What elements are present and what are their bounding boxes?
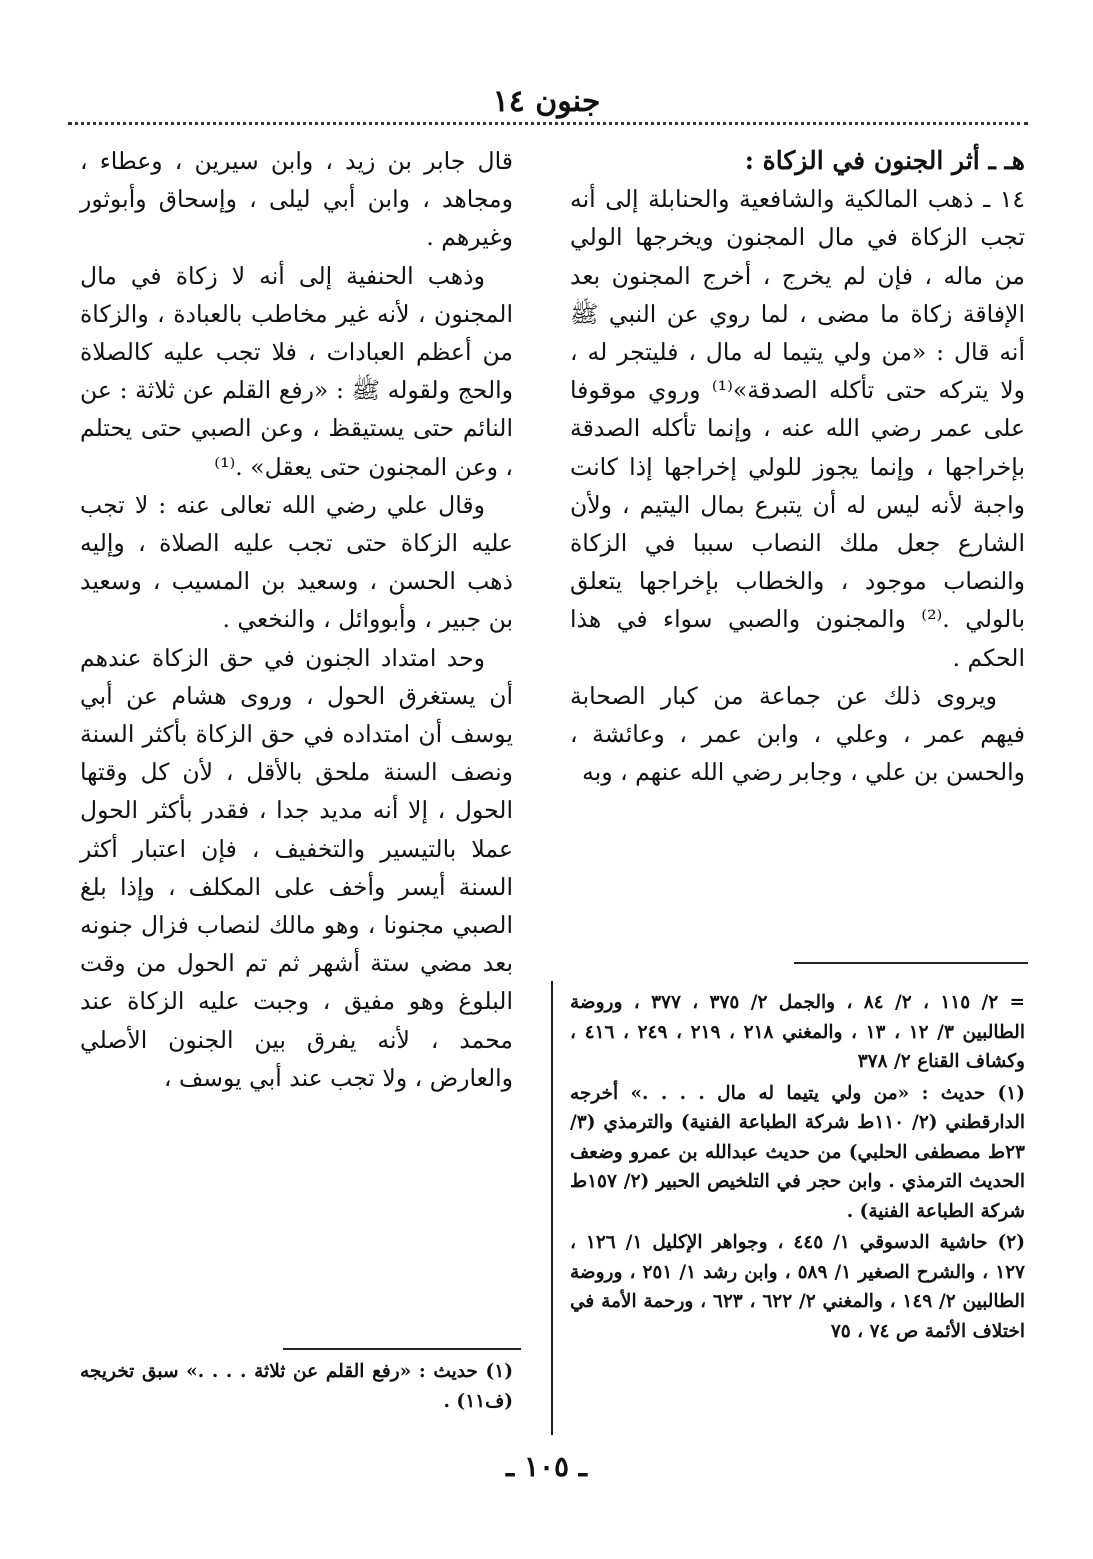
paragraph: ويروى ذلك عن جماعة من كبار الصحابة فيهم عمر ، وعلي ، وابن عمر ، وعائشة ، والحسن بن علي ، وجابر رضي الله عنهم ، وبه [570,681,1025,787]
footnote: = ٢/ ١١٥ ، ٢/ ٨٤ ، والجمل ٢/ ٣٧٥ ، ٣٧٧ ، وروضة الطالبين ٣/ ١٢ ، ١٣ ، والمغني ٢١٨ ، ٢١٩ ، ٢٤٩ ، ٤١٦ ، وكشاف القناع ٢/ ٣٧٨ [570,992,1026,1072]
footnote: (١) حديث : «من ولي يتيما له مال . . . .» أخرجه الدارقطني (٢/ ١١٠ط شركة الطباعة الفنية) والترمذي (٣/ ٢٣ط مصطفى الحلبي) من حديث عبدالله بن عمرو وضعف الحديث الترمذي . وابن حجر في التلخيص الحبير (٢/ ١٥٧ط شركة الطباعة الفنية) . [570,1082,1026,1222]
left-footnotes [80,1357,513,1418]
paragraph: قال جابر بن زيد ، وابن سيرين ، وعطاء ، ومجاهد ، وابن أبي ليلى ، وإسحاق وأبوثور وغيرهم . [80,147,513,252]
footnote: (٢) حاشية الدسوقي ١/ ٤٤٥ ، وجواهر الإكليل ١/ ١٢٦ ، ١٢٧ ، والشرح الصغير ١/ ٥٨٩ ، وابن رشد ١/ ٢٥١ ، وروضة الطالبين ٢/ ١٤٩ ، والمغني ٢/ ٦٢٢ ، ٦٢٣ ، ورحمة الأمة في اختلاف الأئمة ص ٧٤ ، ٧٥ [570,1232,1026,1342]
section-title: هـ ـ أثر الجنون في الزكاة : [744,146,1025,175]
page-number: ـ ١٠٥ ـ [505,1450,588,1483]
paragraph: وقال علي رضي الله تعالى عنه : لا تجب عليه الزكاة حتى تجب عليه الصلاة ، وإليه ذهب الحسن ، وسعيد بن المسيب ، وسعيد بن جبير ، وأبووائل ، والنخعي . [80,490,513,634]
running-header: جنون ١٤ [492,84,601,119]
paragraph: وحد امتداد الجنون في حق الزكاة عندهم أن يستغرق الحول ، وروى هشام عن أبي يوسف أن امتداده في حق الزكاة بأكثر السنة ونصف السنة ملحق بالأقل ، لأن كل وقتها الحول ، إلا أنه مديد جدا ، فقدر بأكثر الحول عملا بالتيسير والتخفيف ، فإن اعتبار أكثر السنة أيسر وأخف على المكلف ، وإذا بلغ الصبي مجنونا ، وهو مالك لنصاب فزال جنونه بعد مضي ستة أشهر ثم تم الحول من وقت البلوغ وهو مفيق ، وجبت عليه الزكاة عند محمد ، لأنه يفرق بين الجنون الأصلي والعارض ، ولا تجب عند أبي يوسف ، [80,643,513,1092]
right-footnotes [570,988,1025,1348]
footnote-separator [794,962,1028,964]
header-dotted-rule [68,122,1028,125]
paragraph: وذهب الحنفية إلى أنه لا زكاة في مال المجنون ، لأنه غير مخاطب بالعبادة ، والزكاة من أعظم العبادات ، فلا تجب عليه كالصلاة والحج ولقوله ﷺ : «رفع القلم عن ثلاثة : عن النائم حتى يستيقظ ، وعن الصبي حتى يحتلم ، وعن المجنون حتى يعقل» .⁽¹⁾ [80,261,513,481]
column-divider [551,981,553,1435]
right-column [570,142,1025,791]
footnote-separator [283,1348,521,1350]
paragraph: ١٤ ـ ذهب المالكية والشافعية والحنابلة إلى أنه تجب الزكاة في مال المجنون ويخرجها الولي من ماله ، فإن لم يخرج ، أخرج المجنون بعد الإفاقة زكاة ما مضى ، لما روي عن النبي ﷺ أنه قال : «من ولي يتيما له مال ، فليتجر له ، ولا يتركه حتى تأكله الصدقة»⁽¹⁾ وروي موقوفا على عمر رضي الله عنه ، وإنما تأكله الصدقة بإخراجها ، وإنما يجوز للولي إخراجها إذا كانت واجبة لأنه ليس له أن يتبرع بمال اليتيم ، ولأن الشارع جعل ملك النصاب سببا في الزكاة والنصاب موجود ، والخطاب بإخراجها يتعلق بالولي .⁽²⁾ والمجنون والصبي سواء في هذا الحكم . [570,185,1025,672]
left-column [80,142,513,1097]
footnote: (١) حديث : «رفع القلم عن ثلاثة . . . .» سبق تخريجه (ف١١) . [80,1361,513,1412]
